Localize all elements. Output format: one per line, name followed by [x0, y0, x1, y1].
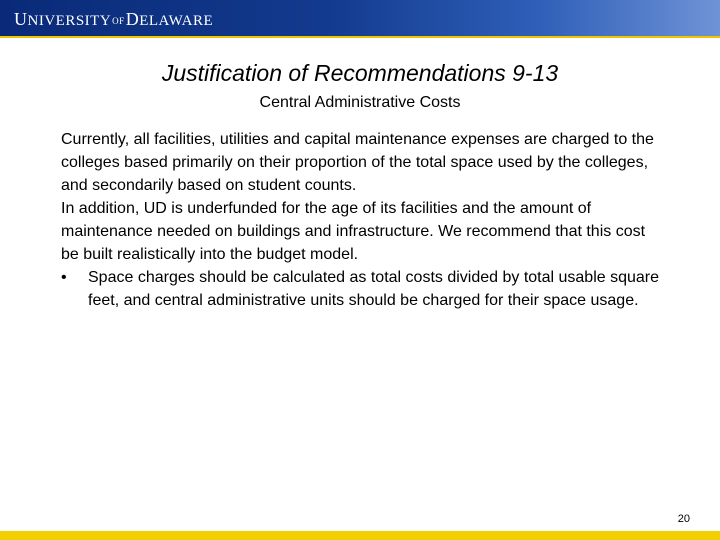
bullet-marker: •: [61, 269, 67, 286]
page-number: 20: [677, 513, 690, 525]
logo-word-of: OF: [112, 16, 125, 26]
slide-subtitle: Central Administrative Costs: [259, 94, 461, 111]
logo-word-elaware: ELAWARE: [139, 13, 214, 29]
logo-initial-u: U: [14, 9, 28, 29]
logo-word-niversity: NIVERSITY: [27, 13, 112, 29]
bullet-item: [61, 266, 661, 312]
university-logo: [14, 9, 213, 30]
footer-gold-bar: [0, 531, 720, 540]
header-gold-rule: [0, 36, 720, 38]
slide-title: Justification of Recommendations 9-13: [161, 60, 559, 86]
header-banner: [0, 0, 720, 36]
body-paragraph: Currently, all facilities, utilities and capital maintenance expenses are charged to the colleges based primarily on their proportion of the total space used by the colleges, and secondarily based on student counts.: [61, 131, 654, 194]
body-paragraph: In addition, UD is underfunded for the age of its facilities and the amount of maintenance needed on buildings and infrastructure. We recommend that this cost be built realistically into the budget model.: [61, 200, 646, 263]
slide-body: [61, 128, 661, 312]
bullet-text: Space charges should be calculated as total costs divided by total usable square feet, and central administrative units should be charged for their space usage.: [88, 269, 660, 309]
logo-initial-d: D: [125, 9, 140, 29]
